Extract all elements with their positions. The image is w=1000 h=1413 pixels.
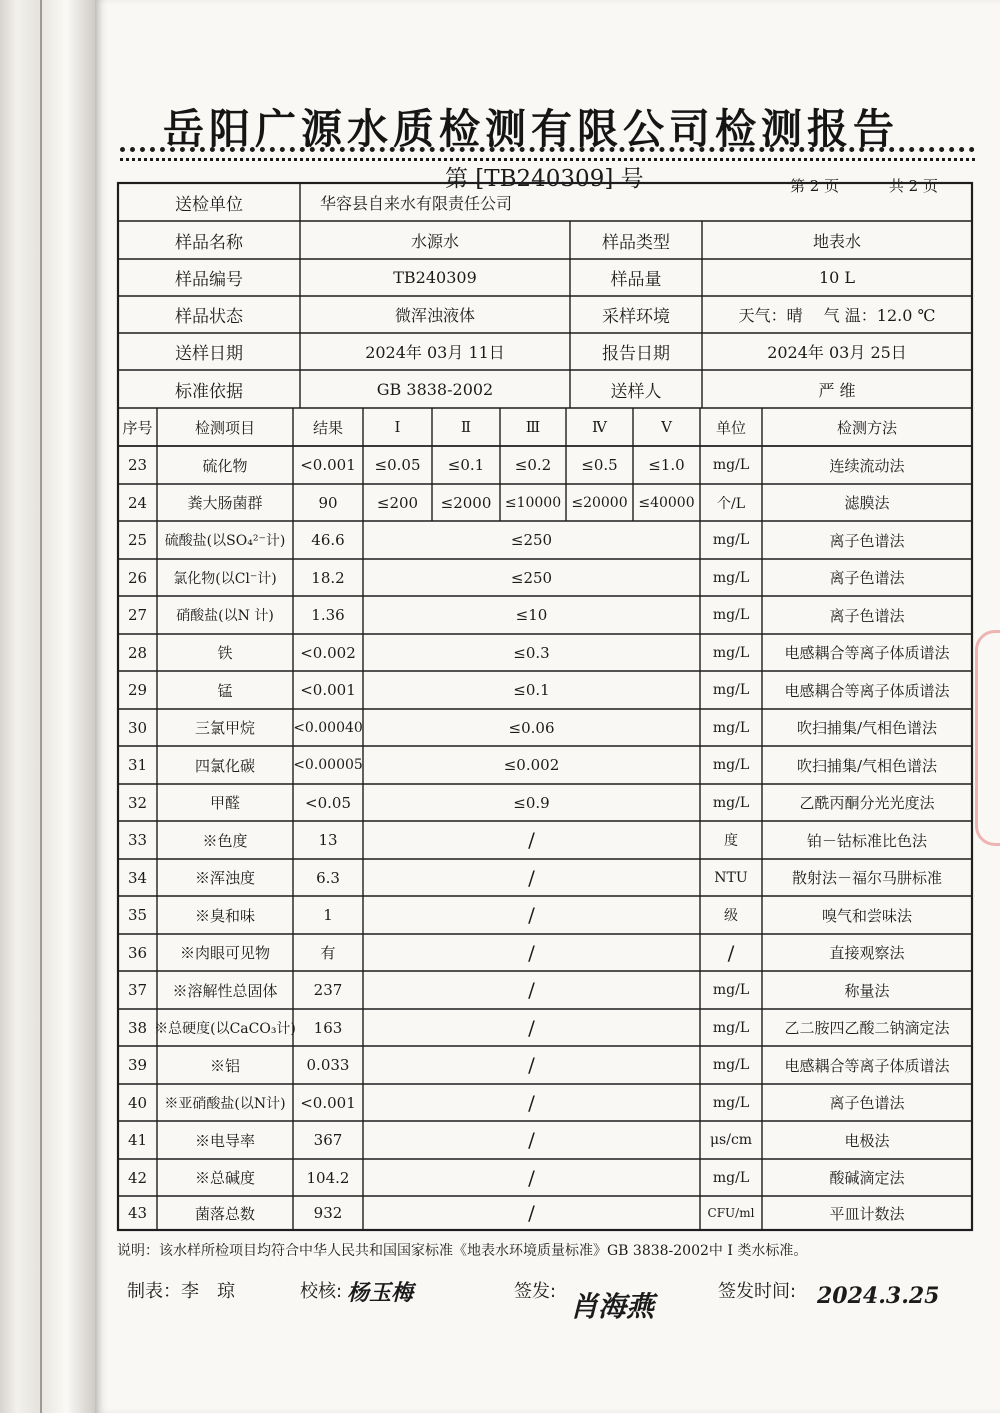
row-item: ※臭和味	[194, 906, 255, 925]
conclusion-note: 说明：该水样所检项目均符合中华人民共和国国家标准《地表水环境质量标准》GB 3838-2002中 Ⅰ 类水标准。	[117, 1243, 808, 1259]
row-limit: /	[528, 978, 535, 1002]
row-no: 30	[127, 718, 148, 737]
col-header-class-3: Ⅲ	[525, 418, 541, 436]
row-method: 离子色谱法	[829, 531, 905, 550]
report-date-value: 2024年 03月 25日	[767, 343, 907, 362]
row-method: 嗅气和尝味法	[821, 906, 912, 925]
row-unit: μs/cm	[709, 1132, 753, 1148]
sender-value: 严 维	[818, 380, 856, 400]
row-method: 酸碱滴定法	[829, 1169, 905, 1187]
row-result: 1	[323, 906, 333, 924]
row-item: 锰	[217, 681, 233, 700]
row-no: 42	[127, 1168, 148, 1187]
row-limit: /	[528, 903, 535, 927]
row-result: 18.2	[311, 568, 345, 587]
row-method: 称量法	[844, 981, 890, 1000]
row-unit: 级	[724, 908, 738, 924]
row-item: ※铝	[209, 1056, 240, 1075]
row-no: 26	[127, 568, 148, 587]
sample-qty-value: 10 L	[818, 268, 856, 287]
row-unit: 个/L	[716, 495, 745, 512]
row-method: 平皿计数法	[829, 1204, 905, 1223]
col-header-class-4: Ⅳ	[592, 418, 607, 436]
issued-by-label: 签发:	[514, 1281, 557, 1302]
col-header-unit: 单位	[715, 418, 746, 437]
row-limit: /	[528, 940, 535, 965]
issuer-signature: 肖海燕	[570, 1290, 655, 1323]
row-limit: /	[528, 1015, 535, 1040]
row-method: 电感耦合等离子体质谱法	[784, 681, 950, 700]
row-method: 散射法－福尔马肼标准	[791, 869, 942, 887]
row-no: 36	[127, 943, 148, 962]
standard-value: GB 3838-2002	[376, 379, 494, 399]
issue-time-value: 2024.3.25	[817, 1283, 940, 1309]
sample-id-value: TB240309	[393, 268, 477, 287]
sample-type-value: 地表水	[812, 231, 861, 251]
row-limit: /	[528, 1090, 535, 1115]
row-result: 有	[320, 944, 336, 962]
row-result: <0.001	[300, 681, 356, 699]
row-unit: mg/L	[712, 982, 750, 998]
row-method: 乙二胺四乙酸二钠滴定法	[784, 1019, 950, 1037]
row-unit: NTU	[714, 869, 748, 886]
row-no: 25	[127, 531, 148, 549]
row-limit: /	[528, 865, 535, 890]
row-method: 吹扫捕集/气相色谱法	[796, 719, 938, 737]
row-item: 硫化物	[202, 456, 248, 475]
row-limit: /	[528, 828, 535, 852]
env-value: 天气：晴 气 温：12.0 ℃	[738, 306, 936, 325]
report-number: 第 [TB240309] 号	[445, 166, 644, 192]
row-result: <0.00005	[293, 757, 363, 773]
submit-date-label: 送样日期	[175, 344, 243, 364]
row-limit: ≤250	[510, 531, 553, 549]
row-method: 连续流动法	[829, 456, 905, 475]
row-result: 367	[313, 1131, 343, 1149]
row-limit: ≤0.1	[513, 681, 550, 699]
row-no: 43	[127, 1204, 148, 1222]
row-method: 乙酰丙酮分光光度法	[799, 794, 935, 812]
row-result: 932	[313, 1204, 343, 1222]
row-item: ※溶解性总固体	[172, 981, 278, 1000]
row-result: 6.3	[316, 868, 340, 887]
row-item: 铁	[217, 644, 233, 662]
row-no: 29	[127, 681, 148, 699]
row-item: ※色度	[202, 831, 248, 850]
report-date-label: 报告日期	[602, 344, 670, 364]
row-no: 38	[127, 1018, 148, 1037]
row-item: ※浑浊度	[194, 869, 255, 887]
col-header-class-2: Ⅱ	[460, 418, 472, 436]
col-header-no: 序号	[122, 418, 153, 437]
row-method: 离子色谱法	[829, 569, 905, 587]
checker-signature: 杨玉梅	[347, 1280, 414, 1306]
row-item: ※肉眼可见物	[179, 944, 270, 962]
row-result: 1.36	[311, 606, 345, 624]
row-unit: mg/L	[712, 532, 750, 548]
row-unit: mg/L	[712, 607, 750, 623]
row-limit-class-2: ≤2000	[440, 493, 492, 512]
row-limit: /	[528, 1165, 535, 1190]
sample-state-label: 样品状态	[175, 307, 243, 327]
row-item: 菌落总数	[194, 1204, 255, 1223]
col-header-class-1: Ⅰ	[394, 418, 401, 436]
sender-label: 送样人	[610, 381, 662, 402]
row-unit: mg/L	[712, 1019, 750, 1036]
row-limit-class-4: ≤0.5	[581, 456, 618, 474]
sample-name-value: 水源水	[410, 231, 459, 251]
row-item: 三氯甲烷	[194, 719, 255, 737]
row-unit: mg/L	[712, 1169, 750, 1186]
client-label: 送检单位	[175, 194, 243, 215]
row-method: 电感耦合等离子体质谱法	[784, 644, 950, 662]
client-value: 华容县自来水有限责任公司	[320, 193, 513, 213]
row-result: <0.00040	[293, 719, 363, 736]
sample-type-label: 样品类型	[602, 232, 670, 253]
row-unit: mg/L	[712, 457, 750, 473]
row-method: 直接观察法	[829, 944, 905, 962]
row-limit: ≤0.002	[503, 756, 560, 774]
row-result: <0.002	[300, 643, 356, 662]
row-result: <0.05	[305, 793, 351, 812]
row-item: 甲醛	[209, 794, 240, 812]
row-item: ※总碱度	[194, 1169, 255, 1187]
row-no: 39	[127, 1056, 148, 1074]
row-no: 40	[127, 1093, 148, 1112]
row-limit: /	[528, 1128, 535, 1152]
row-item: 氯化物(以Cl⁻计)	[173, 570, 277, 587]
row-limit: /	[528, 1201, 535, 1225]
issue-time-label: 签发时间:	[718, 1281, 797, 1302]
checked-by-label: 校核:	[300, 1281, 343, 1302]
row-method: 电感耦合等离子体质谱法	[784, 1056, 950, 1075]
page-total: 共 2 页	[888, 177, 938, 195]
row-limit-class-3: ≤0.2	[514, 456, 552, 474]
page-number: 第 2 页	[790, 177, 840, 195]
row-limit: ≤10	[515, 606, 548, 624]
standard-label: 标准依据	[175, 381, 243, 402]
row-no: 32	[127, 793, 148, 812]
row-no: 35	[127, 906, 148, 924]
row-result: 90	[318, 493, 338, 512]
row-item: 粪大肠菌群	[187, 494, 263, 512]
row-unit: mg/L	[712, 682, 750, 698]
row-item: 硝酸盐(以N 计)	[176, 608, 274, 624]
row-no: 31	[127, 756, 148, 774]
row-no: 28	[127, 643, 148, 662]
row-unit: mg/L	[712, 644, 750, 661]
row-limit: ≤0.3	[513, 643, 550, 662]
row-limit-class-1: ≤0.05	[374, 456, 421, 474]
row-method: 铂－钴标准比色法	[806, 831, 927, 850]
row-unit: mg/L	[712, 719, 750, 736]
row-limit: ≤250	[510, 568, 553, 587]
row-unit: 度	[724, 833, 738, 849]
row-limit-class-2: ≤0.1	[447, 456, 485, 474]
row-limit-class-5: ≤40000	[638, 494, 695, 511]
row-no: 41	[127, 1131, 148, 1149]
row-unit: CFU/ml	[707, 1206, 755, 1220]
row-result: 104.2	[306, 1168, 350, 1187]
sample-qty-label: 样品量	[610, 270, 662, 290]
row-item: 四氯化碳	[194, 756, 255, 775]
row-limit-class-5: ≤1.0	[648, 456, 685, 474]
row-unit: mg/L	[712, 1094, 750, 1111]
row-no: 34	[127, 868, 148, 887]
report-title: 岳阳广源水质检测有限公司检测报告	[163, 105, 899, 153]
row-limit: ≤0.06	[508, 718, 555, 737]
row-result: 0.033	[306, 1056, 350, 1074]
col-header-class-5: Ⅴ	[661, 418, 672, 436]
submit-date-value: 2024年 03月 11日	[365, 343, 505, 362]
row-method: 吹扫捕集/气相色谱法	[796, 756, 938, 775]
row-no: 33	[127, 831, 148, 849]
sample-id-label: 样品编号	[175, 270, 243, 290]
row-item: ※亚硝酸盐(以N计)	[164, 1095, 286, 1112]
row-limit-class-3: ≤10000	[504, 494, 562, 511]
row-limit-class-4: ≤20000	[571, 494, 628, 511]
row-result: <0.001	[300, 456, 356, 474]
env-label: 采样环境	[602, 307, 670, 327]
row-item: 硫酸盐(以SO₄²⁻计)	[164, 533, 286, 549]
row-unit: mg/L	[712, 794, 750, 811]
row-result: 237	[313, 981, 343, 999]
row-method: 离子色谱法	[829, 1094, 905, 1112]
row-no: 37	[127, 981, 148, 999]
row-method: 电极法	[844, 1131, 890, 1150]
row-limit: /	[528, 1053, 535, 1077]
sample-state-value: 微浑浊液体	[394, 306, 475, 325]
row-unit: mg/L	[712, 757, 750, 773]
col-header-result: 结果	[312, 418, 343, 437]
sample-name-label: 样品名称	[175, 232, 243, 253]
row-result: 13	[318, 831, 338, 849]
prepared-by: 制表：李 琼	[127, 1281, 235, 1302]
row-limit-class-1: ≤200	[376, 493, 419, 512]
col-header-item: 检测项目	[194, 418, 255, 437]
row-method: 离子色谱法	[829, 606, 905, 625]
row-no: 24	[127, 493, 148, 512]
row-result: 163	[313, 1018, 343, 1037]
row-unit: mg/L	[712, 569, 750, 586]
col-header-method: 检测方法	[836, 418, 897, 437]
row-item: ※总硬度(以CaCO₃计)	[154, 1020, 296, 1037]
row-unit: /	[727, 940, 735, 965]
row-unit: mg/L	[712, 1057, 750, 1073]
row-item: ※电导率	[194, 1131, 255, 1150]
row-limit: ≤0.9	[513, 793, 550, 812]
row-no: 23	[127, 456, 148, 474]
row-result: 46.6	[311, 531, 345, 549]
row-method: 滤膜法	[844, 494, 890, 512]
row-result: <0.001	[300, 1093, 356, 1112]
row-no: 27	[127, 606, 148, 624]
